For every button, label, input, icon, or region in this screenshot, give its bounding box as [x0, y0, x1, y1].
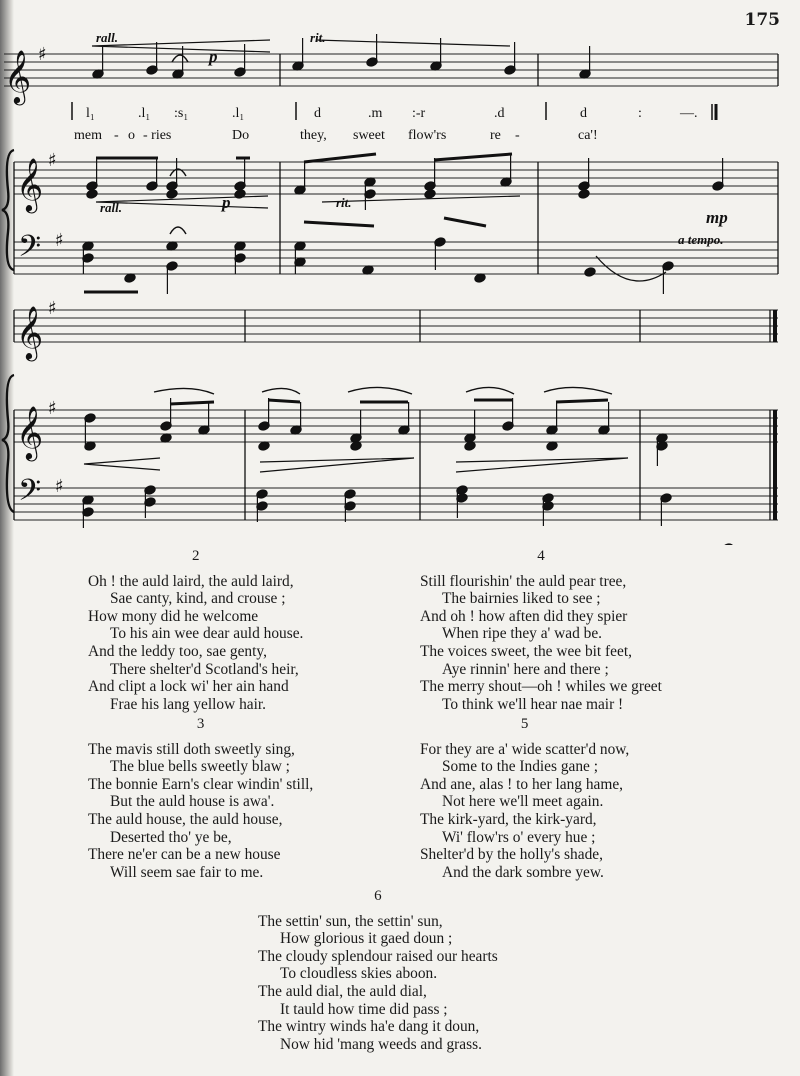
- lyric-syllable: sweet: [353, 128, 385, 143]
- lyric-syllable: mem: [74, 128, 102, 143]
- verse-line: The auld house, the auld house,: [88, 810, 283, 828]
- verse-line: But the auld house is awa'.: [110, 793, 275, 811]
- lyric-syllable: Do: [232, 128, 250, 143]
- stanza-number: 4: [537, 548, 545, 564]
- verse-line: Deserted tho' ye be,: [110, 828, 232, 846]
- verse-line: The mavis still doth sweetly sing,: [88, 740, 295, 758]
- note-head: [424, 189, 436, 200]
- verse-line: Still flourishin' the auld pear tree,: [420, 572, 627, 590]
- lyric-syllable: o: [128, 128, 135, 143]
- hairpin: [316, 40, 510, 46]
- page-number: 175: [744, 10, 780, 30]
- solfa-syllable: d: [314, 106, 321, 121]
- slur: [154, 388, 214, 394]
- verse-line: And the leddy too, sae genty,: [88, 642, 267, 660]
- crescendo-hairpin: [456, 458, 628, 472]
- verse-line: Not here we'll meet again.: [442, 793, 604, 811]
- lyric-syllable: re: [490, 128, 501, 143]
- lyric-syllable: ca'!: [578, 128, 598, 143]
- treble-clef-icon: 𝄞: [4, 49, 32, 103]
- bass-clef-icon: 𝄢: [18, 230, 42, 271]
- solfa-syllable: l₁: [86, 106, 95, 121]
- decrescendo-hairpin: [92, 40, 270, 52]
- bass-clef-icon: 𝄢: [18, 474, 42, 515]
- verse-line: Some to the Indies gane ;: [442, 758, 599, 776]
- note-head: [722, 543, 734, 545]
- stanza-number: 2: [191, 548, 200, 564]
- verse-line: The bairnies liked to see ;: [442, 590, 601, 608]
- solfa-syllable: .l₁: [232, 106, 245, 121]
- verse-line: The auld dial, the auld dial,: [258, 982, 427, 1000]
- key-signature-sharp-icon: ♯: [38, 44, 47, 65]
- rit-marking: rit.: [336, 195, 352, 210]
- note-head: [578, 189, 590, 200]
- stanza-3: [88, 716, 313, 881]
- stanza-number: 6: [374, 888, 382, 904]
- verse-line: And clipt a lock wi' her ain hand: [88, 678, 289, 696]
- beams-and-hairpins: [84, 40, 666, 472]
- verse-line: How mony did he welcome: [88, 607, 259, 625]
- lyric-syllable: they,: [300, 128, 327, 143]
- stanza-5: [420, 716, 629, 881]
- dynamic-mp: mp: [706, 208, 728, 227]
- key-signature-sharp-icon: ♯: [48, 298, 57, 319]
- verse-line: How glorious it gaed doun ;: [280, 930, 453, 948]
- beam: [444, 218, 486, 226]
- verse-line: And ane, alas ! to her lang hame,: [420, 775, 623, 793]
- lyrics-row: [74, 128, 598, 143]
- solfa-syllable: :s₁: [174, 106, 189, 121]
- verse-line: Will seem sae fair to me.: [110, 863, 264, 881]
- stanza-number: 3: [196, 716, 205, 732]
- lyric-syllable: -: [515, 128, 520, 143]
- rit-marking: rit.: [310, 30, 326, 45]
- verse-line: There shelter'd Scotland's heir,: [110, 660, 299, 678]
- verse-line: The voices sweet, the wee bit feet,: [420, 642, 632, 660]
- solfa-row: [86, 106, 698, 121]
- verse-line: For they are a' wide scatter'd now,: [420, 740, 630, 758]
- solfa-barlines: [72, 102, 716, 120]
- solfa-syllable: —.: [680, 106, 698, 121]
- solfa-syllable: :-r: [412, 106, 426, 121]
- note-head: [86, 189, 98, 200]
- verse-line: Wi' flow'rs o' every hue ;: [442, 828, 596, 846]
- stanza-4: [420, 548, 662, 713]
- solfa-syllable: .m: [368, 106, 383, 121]
- note-head: [166, 189, 178, 200]
- verse-line: The cloudy splendour raised our hearts: [258, 947, 498, 965]
- verse-line: When ripe they a' wad be.: [442, 625, 603, 643]
- piano-brace-system-1: [2, 150, 14, 270]
- beam: [170, 402, 214, 404]
- hairpin: [322, 196, 520, 202]
- lyric-syllable: - ries: [143, 128, 172, 143]
- verse-line: Shelter'd by the holly's shade,: [420, 846, 603, 864]
- a-tempo-marking: a tempo.: [678, 232, 724, 247]
- verse-line: To cloudless skies aboon.: [280, 965, 438, 983]
- slur: [262, 388, 300, 394]
- beam: [304, 222, 374, 226]
- slur: [596, 256, 666, 281]
- verse-line: The settin' sun, the settin' sun,: [258, 912, 443, 930]
- slur: [466, 387, 514, 394]
- verse-line: It tauld how time did pass ;: [280, 1000, 448, 1018]
- solfa-syllable: d: [580, 106, 587, 121]
- dynamic-p: p: [222, 193, 231, 212]
- crescendo-hairpin: [260, 458, 414, 472]
- fermata: [170, 227, 186, 234]
- decrescendo-hairpin: [84, 458, 160, 470]
- verse-line: Aye rinnin' here and there ;: [442, 660, 609, 678]
- treble-clef-icon: 𝄞: [16, 157, 44, 211]
- slur: [544, 387, 612, 394]
- key-signature-sharp-icon: ♯: [55, 476, 64, 497]
- verse-line: Sae canty, kind, and crouse ;: [110, 590, 286, 608]
- solfa-syllable: .d: [494, 106, 505, 121]
- lyric-syllable: flow'rs: [408, 128, 447, 143]
- key-signature-sharp-icon: ♯: [48, 150, 57, 171]
- verse-line: There ne'er can be a new house: [88, 846, 281, 864]
- verse-line: To think we'll hear nae mair !: [442, 695, 624, 713]
- verse-line: And oh ! how aften did they spier: [420, 607, 628, 625]
- stanza-6: [258, 888, 498, 1053]
- note-head: [234, 189, 246, 200]
- verse-line: The bonnie Earn's clear windin' still,: [88, 775, 314, 793]
- verse-line: The blue bells sweetly blaw ;: [110, 758, 290, 776]
- solfa-syllable: :: [638, 106, 642, 121]
- slur: [348, 387, 412, 394]
- piano-brace-system-2: [2, 375, 14, 512]
- verse-line: The wintry winds ha'e dang it doun,: [258, 1018, 480, 1036]
- verse-line: Frae his lang yellow hair.: [110, 695, 267, 713]
- verse-line: The kirk-yard, the kirk-yard,: [420, 810, 597, 828]
- verse-line: To his ain wee dear auld house.: [110, 625, 304, 643]
- beam: [268, 400, 300, 402]
- treble-clef-icon: 𝄞: [16, 405, 44, 459]
- beam: [434, 154, 512, 160]
- beam: [556, 400, 608, 402]
- note-head: [584, 267, 596, 278]
- verse-line: And the dark sombre yew.: [442, 863, 604, 881]
- verse-line: Oh ! the auld laird, the auld laird,: [88, 572, 294, 590]
- stanza-number: 5: [520, 716, 529, 732]
- dynamic-p: p: [209, 47, 218, 66]
- solfa-syllable: .l₁: [138, 106, 151, 121]
- treble-clef-icon: 𝄞: [16, 305, 44, 359]
- stanza-2: [88, 548, 303, 713]
- beam: [304, 154, 376, 162]
- rall-marking: rall.: [96, 30, 119, 45]
- verse-line: The merry shout—oh ! whiles we greet: [420, 678, 662, 696]
- verse-line: Now hid 'mang weeds and grass.: [280, 1035, 482, 1053]
- fermata: [172, 55, 188, 62]
- lyric-syllable: -: [114, 128, 119, 143]
- key-signature-sharp-icon: ♯: [48, 398, 57, 419]
- rall-marking: rall.: [100, 200, 123, 215]
- key-signature-sharp-icon: ♯: [55, 230, 64, 251]
